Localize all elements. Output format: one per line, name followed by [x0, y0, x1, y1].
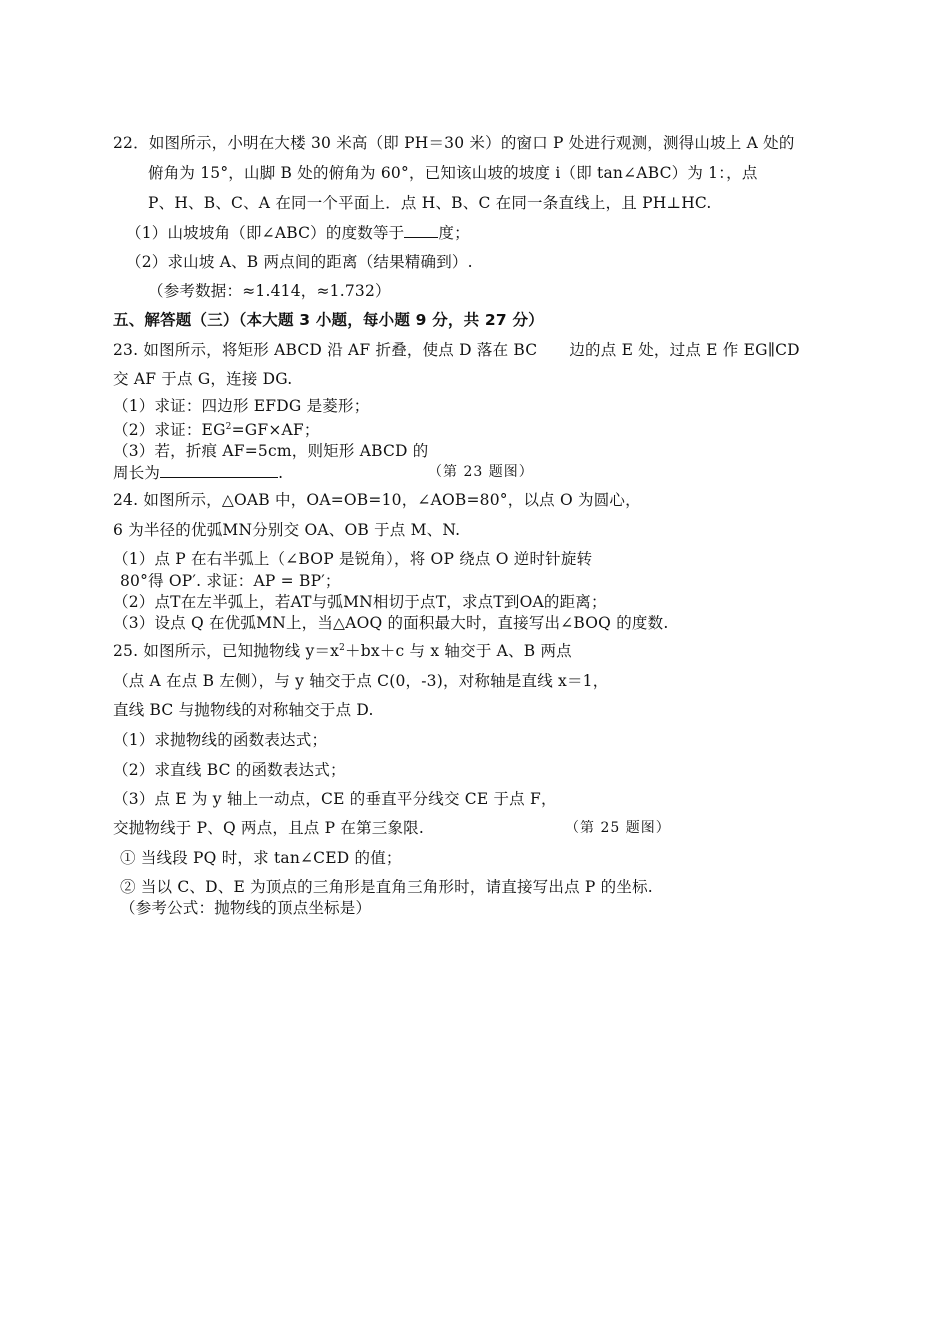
q23-part-2-suffix: =GF×AF； [231, 421, 320, 439]
q23-part-3-continued [113, 462, 283, 483]
q23-part-3-suffix: . [278, 464, 284, 482]
answer-blank [160, 462, 278, 478]
q23-part-1: （1）求证：四边形 EFDG 是菱形； [113, 397, 370, 415]
q22-line-2: 俯角为 15°，山脚 B 处的俯角为 60°，已知该山坡的坡度 i（即 tan∠ABC）为 1：，点 [148, 164, 758, 182]
section-heading: 五、解答题（三）（本大题 3 小题，每小题 9 分，共 27 分） [113, 311, 544, 329]
q24-part-1-continued: 80°得 OP′. 求证：AP = BP′； [120, 572, 341, 590]
q25-subpart-2: ② 当以 C、D、E 为顶点的三角形是直角三角形时，请直接写出点 P 的坐标. [120, 878, 653, 896]
q25-line-1 [113, 641, 572, 661]
q22-part-1-suffix: 度； [438, 224, 470, 242]
q23-part-2-text: （2）求证：EG [113, 421, 226, 439]
q25-subpart-1: ① 当线段 PQ 时，求 tan∠CED 的值； [120, 849, 402, 867]
q23-part-3: （3）若，折痕 AF=5cm，则矩形 ABCD 的 [113, 442, 429, 460]
q25-figure-caption: （第 25 题图） [565, 820, 671, 836]
q25-line-3: 直线 BC 与抛物线的对称轴交于点 D. [113, 701, 374, 719]
q22-part-2: （2）求山坡 A、B 两点间的距离（结果精确到）. [126, 253, 473, 271]
q23-part-3-text: 周长为 [113, 464, 161, 482]
q24-part-1: （1）点 P 在右半弧上（∠BOP 是锐角），将 OP 绕点 O 逆时针旋转 [113, 550, 593, 568]
q25-part-3: （3）点 E 为 y 轴上一动点，CE 的垂直平分线交 CE 于点 F， [113, 790, 557, 808]
q25-part-2: （2）求直线 BC 的函数表达式； [113, 761, 346, 779]
q23-line-2: 交 AF 于点 G，连接 DG. [113, 370, 293, 388]
q25-line-1-suffix: ＋bx＋c 与 x 轴交于 A、B 两点 [345, 642, 572, 660]
q24-part-2: （2）点T在左半弧上，若AT与弧MN相切于点T，求点T到OA的距离； [113, 593, 607, 611]
q23-line-1-part-b: 边的点 E 处，过点 E 作 EG∥CD [569, 341, 800, 359]
superscript: 2 [225, 421, 232, 432]
answer-blank [404, 222, 438, 238]
q24-part-3: （3）设点 Q 在优弧MN上，当△AOQ 的面积最大时，直接写出∠BOQ 的度数. [113, 614, 669, 632]
q24-line-1: 24. 如图所示，△OAB 中，OA=OB=10，∠AOB=80°，以点 O 为圆心， [113, 491, 641, 509]
superscript: 2 [339, 642, 346, 653]
q25-line-2: （点 A 在点 B 左侧），与 y 轴交于点 C(0，-3)，对称轴是直线 x＝1， [113, 672, 609, 690]
q23-line-1-part-a: 23. 如图所示，将矩形 ABCD 沿 AF 折叠，使点 D 落在 BC [113, 341, 538, 359]
q22-reference-data: （参考数据：≈1.414，≈1.732） [148, 282, 391, 300]
q25-reference-formula: （参考公式：抛物线的顶点坐标是） [120, 899, 372, 917]
q24-line-2: 6 为半径的优弧MN分别交 OA、OB 于点 M、N. [113, 521, 461, 539]
q22-part-1 [126, 222, 470, 243]
q22-line-3: P、H、B、C、A 在同一个平面上．点 H、B、C 在同一条直线上，且 PH⊥HC. [148, 194, 712, 212]
q25-line-1-text: 25. 如图所示，已知抛物线 y＝x [113, 642, 340, 660]
q25-part-1: （1）求抛物线的函数表达式； [113, 731, 328, 749]
q23-figure-caption: （第 23 题图） [428, 464, 534, 480]
q23-part-2 [113, 420, 320, 440]
q22-line-1: 22．如图所示，小明在大楼 30 米高（即 PH＝30 米）的窗口 P 处进行观测，测得山坡上 A 处的 [113, 134, 795, 152]
q22-part-1-text: （1）山坡坡角（即∠ABC）的度数等于 [126, 224, 405, 242]
q25-part-3-continued: 交抛物线于 P、Q 两点，且点 P 在第三象限. [113, 819, 425, 837]
q23-line-1 [113, 340, 800, 360]
